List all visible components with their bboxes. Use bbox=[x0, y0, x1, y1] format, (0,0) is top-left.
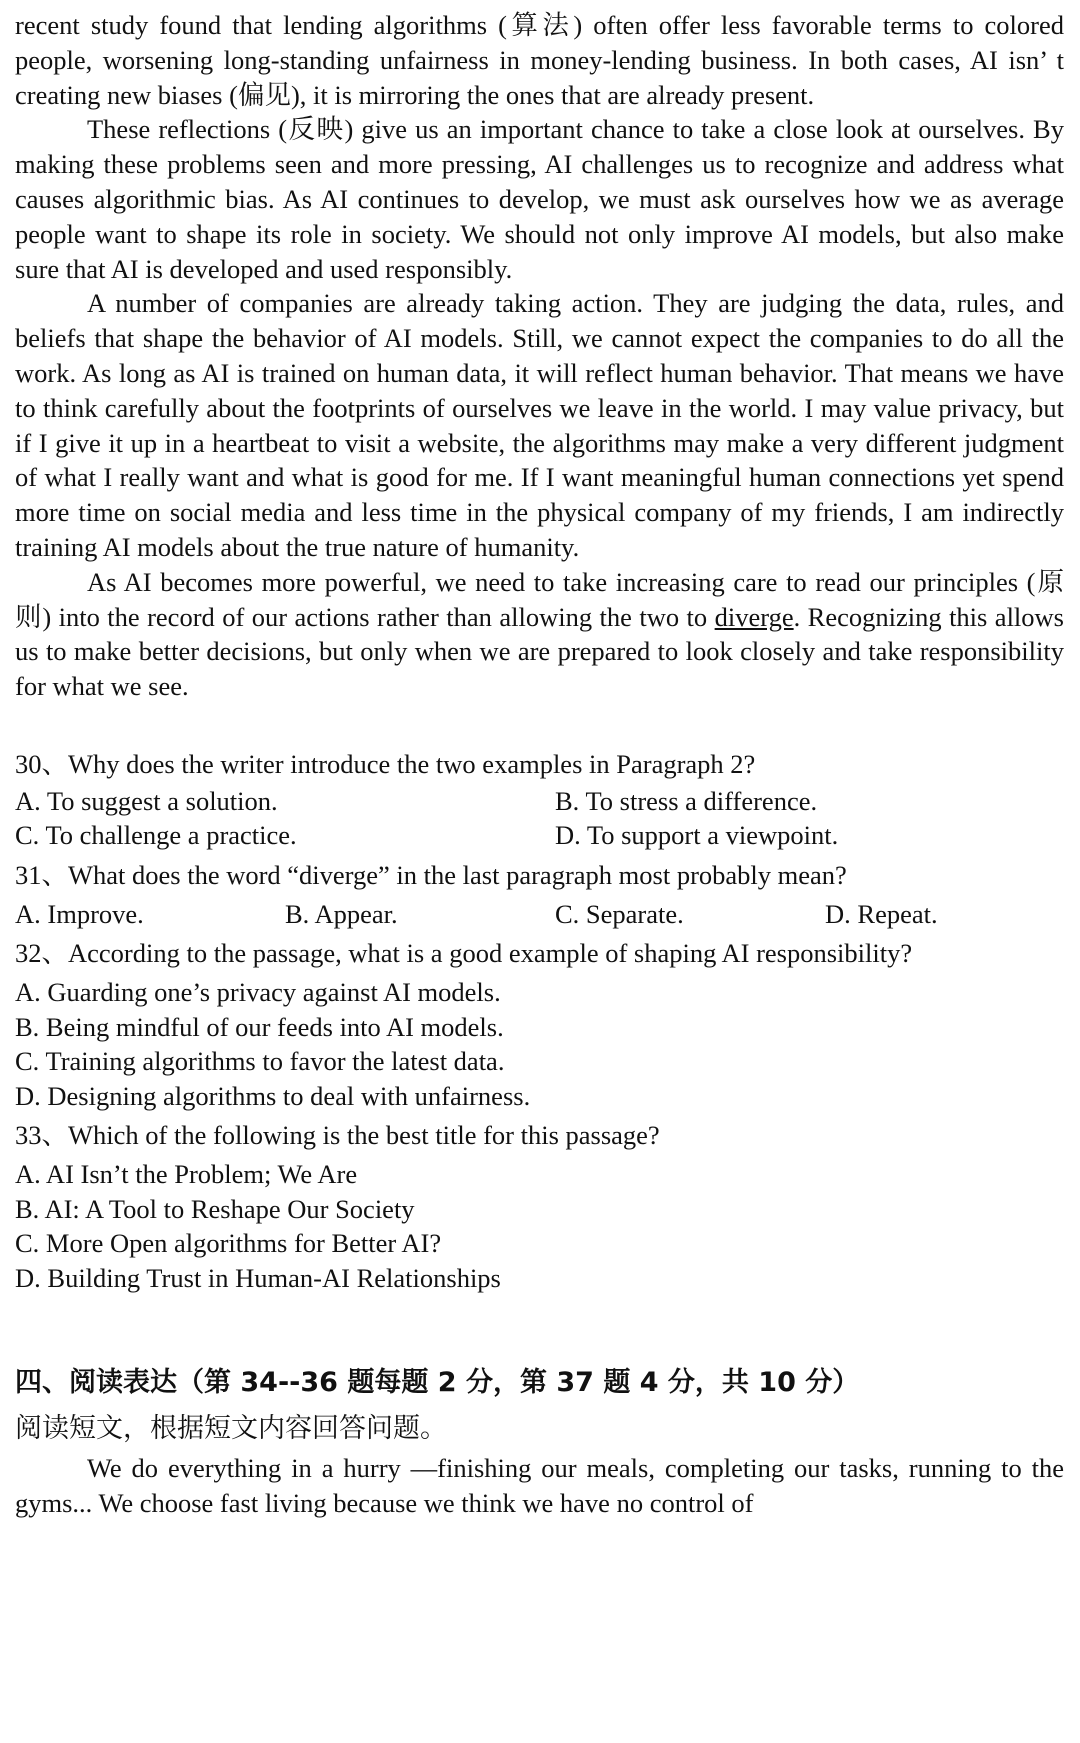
question-33 bbox=[15, 1117, 1064, 1295]
question-stem: 33、Which of the following is the best title for this passage? bbox=[15, 1120, 660, 1151]
option-b: B. AI: A Tool to Reshape Our Society bbox=[15, 1193, 415, 1224]
option-d: D. Repeat. bbox=[825, 898, 938, 929]
options-list bbox=[15, 1157, 1064, 1295]
options-row bbox=[15, 897, 1064, 932]
option-d: D. Designing algorithms to deal with unfairness. bbox=[15, 1080, 531, 1111]
option-a: A. Improve. bbox=[15, 898, 144, 929]
option-a: A. Guarding one’s privacy against AI models. bbox=[15, 977, 501, 1008]
passage-paragraph-2: These reflections (反映) give us an important chance to take a close look at ourselves. By making these problems seen and more pressing, AI challenges us to recognize and address what causes algorithmic bias. As AI continues to develop, we must ask ourselves how we as average people want to shape its role in society. We should not only improve AI models, but also make sure that AI is developed and used responsibly. bbox=[15, 114, 1064, 284]
underlined-word-diverge: diverge bbox=[714, 601, 794, 632]
section-4-title: 四、阅读表达（第 34--36 题每题 2 分，第 37 题 4 分，共 10 分） bbox=[15, 1367, 860, 1399]
option-b: B. Being mindful of our feeds into AI models. bbox=[15, 1011, 504, 1042]
options-list bbox=[15, 975, 1064, 1113]
option-c: C. Training algorithms to favor the latest data. bbox=[15, 1046, 505, 1077]
paragraph-4-text-end: . Recognizing this allows us to make better decisions, but only when we are prepared to look closely and take responsibility for what we see. bbox=[15, 601, 1064, 702]
option-d: D. Building Trust in Human-AI Relationships bbox=[15, 1262, 501, 1293]
question-stem: 31、What does the word “diverge” in the last paragraph most probably mean? bbox=[15, 859, 847, 890]
section-4-instruction: 阅读短文，根据短文内容回答问题。 bbox=[15, 1413, 447, 1445]
option-b: B. To stress a difference. bbox=[555, 785, 818, 816]
passage-paragraph-4 bbox=[15, 565, 1064, 704]
option-b: B. Appear. bbox=[285, 898, 398, 929]
section-4-passage-start: We do everything in a hurry —finishing our meals, completing our tasks, running to the gyms... We choose fast living because we think we have no control of bbox=[15, 1453, 1064, 1519]
option-c: C. To challenge a practice. bbox=[15, 820, 297, 851]
passage-paragraph-3: A number of companies are already taking action. They are judging the data, rules, and beliefs that shape the behavior of AI models. Still, we cannot expect the companies to do all the work. As long as AI is trained on human data, it will reflect human behavior. That means we have to think carefully about the footprints of ourselves we leave in the world. I may value privacy, but if I give it up in a heartbeat to visit a website, the algorithms may make a very different judgment of what I really want and what is good for me. If I want meaningful human connections yet spend more time on social media and less time in the physical company of my friends, I am indirectly training AI models about the true nature of humanity. bbox=[15, 288, 1064, 562]
option-d: D. To support a viewpoint. bbox=[555, 820, 839, 851]
question-stem: 32、According to the passage, what is a good example of shaping AI responsibility? bbox=[15, 938, 913, 969]
options-grid bbox=[15, 784, 1064, 853]
question-32 bbox=[15, 935, 1064, 1113]
passage-paragraph-1: recent study found that lending algorithms (算法) often offer less favorable terms to colored people, worsening long-standing unfairness in money-lending business. In both cases, AI isn’ t creating new biases (偏见), it is mirroring the ones that are already present. bbox=[15, 10, 1064, 110]
option-c: C. More Open algorithms for Better AI? bbox=[15, 1228, 442, 1259]
option-c: C. Separate. bbox=[555, 898, 684, 929]
option-a: A. AI Isn’t the Problem; We Are bbox=[15, 1159, 358, 1190]
paragraph-4-text-start: As AI becomes more powerful, we need to take increasing care to read our principles (原则) into the record of our actions rather than allowing the two to bbox=[15, 566, 1064, 632]
question-31 bbox=[15, 857, 1064, 932]
question-stem: 30、Why does the writer introduce the two examples in Paragraph 2? bbox=[15, 748, 756, 779]
option-a: A. To suggest a solution. bbox=[15, 785, 278, 816]
question-30 bbox=[15, 746, 1064, 853]
